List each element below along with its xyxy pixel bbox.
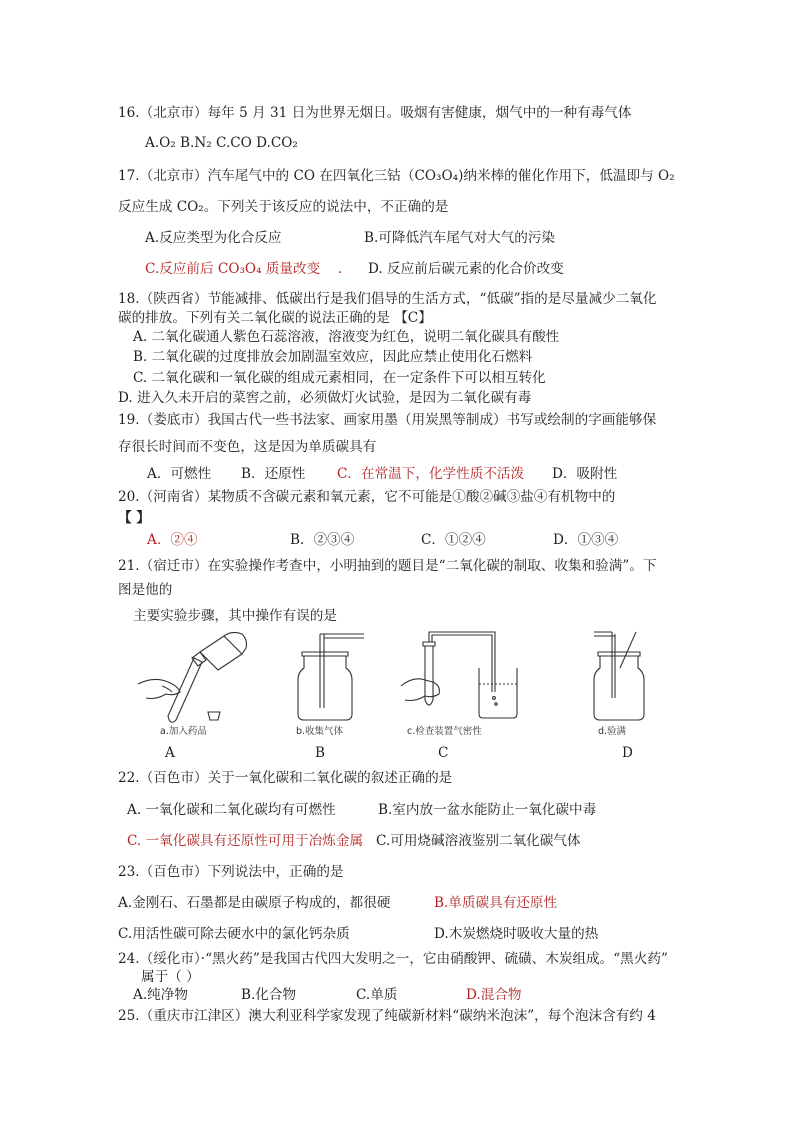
caption-c: c.检查装置气密性 xyxy=(407,726,482,737)
caption-b: b.收集气体 xyxy=(296,726,344,737)
figure-label-c: C xyxy=(438,745,449,761)
figure-label-b: B xyxy=(315,745,325,761)
q19-option-c: C．在常温下，化学性质不活泼 xyxy=(337,466,525,482)
figure-check-airtightness xyxy=(395,628,530,740)
q18-stem-line2: 碳的排放。下列有关二氧化碳的说法正确的是 【C】 xyxy=(118,310,432,326)
q23-option-a: A.金刚石、石墨都是由碳原子构成的，都很硬 xyxy=(118,895,391,911)
q20-option-a: A．②④ xyxy=(147,532,198,548)
q18-option-c: C. 二氧化碳和一氧化碳的组成元素相同，在一定条件下可以相互转化 xyxy=(133,370,546,386)
q18-option-a: A. 二氧化碳通人紫色石蕊溶液，溶液变为红色，说明二氧化碳具有酸性 xyxy=(133,329,560,345)
q21-stem-line1: 21.（宿迁市）在实验操作考查中，小明抽到的题目是“二氧化碳的制取、收集和验满”。下 xyxy=(118,558,657,574)
figure-label-d: D xyxy=(622,745,633,761)
q24-stem-line2: 属于（ ） xyxy=(141,969,200,985)
q19-stem-line2: 存很长时间而不变色，这是因为单质碳具有 xyxy=(118,439,377,455)
q22-option-c: C. 一氧化碳具有还原性可用于冶炼金属 xyxy=(127,833,364,849)
q17-option-b: B.可降低汽车尾气对大气的污染 xyxy=(364,230,556,246)
q19-stem-line1: 19.（娄底市）我国古代一些书法家、画家用墨（用炭黑等制成）书写或绘制的字画能够保 xyxy=(118,412,657,428)
q20-option-d: D．①③④ xyxy=(553,532,619,548)
q23-option-b: B.单质碳具有还原性 xyxy=(434,895,558,911)
q21-stem-line3: 主要实验步骤，其中操作有误的是 xyxy=(133,608,337,624)
q23-stem: 23.（百色市）下列说法中，正确的是 xyxy=(118,864,344,880)
q22-option-a: A. 一氧化碳和二氧化碳均有可燃性 xyxy=(127,802,336,818)
q20-stem: 20.（河南省）某物质不含碳元素和氧元素，它不可能是①酸②碱③盐④有机物中的 xyxy=(118,489,616,505)
q20-option-c: C．①②④ xyxy=(421,532,486,548)
q23-option-d: D.木炭燃烧时吸收大量的热 xyxy=(434,926,599,942)
figure-add-reagent xyxy=(132,628,262,740)
q17-dot: . xyxy=(338,261,343,277)
q17-option-d: D. 反应前后碳元素的化合价改变 xyxy=(368,261,564,277)
q19-option-d: D．吸附性 xyxy=(552,466,618,482)
q24-option-c: C.单质 xyxy=(356,987,398,1003)
figure-check-full xyxy=(582,628,662,740)
q17-stem-line1: 17.（北京市）汽车尾气中的 CO 在四氧化三钴（CO₃O₄)纳米棒的催化作用下，低温即与 O₂ xyxy=(118,168,675,184)
q17-option-c: C.反应前后 CO₃O₄ 质量改变 xyxy=(145,261,321,277)
q24-stem-line1: 24.（绥化市）·“黑火药”是我国古代四大发明之一，它由硝酸钾、硫磺、木炭组成。“黑火药” xyxy=(118,951,668,967)
caption-d: d.验满 xyxy=(598,726,627,737)
q20-option-b: B．②③④ xyxy=(290,532,355,548)
q21-stem-line2: 图是他的 xyxy=(118,582,173,598)
q17-stem-line2: 反应生成 CO₂。下列关于该反应的说法中，不正确的是 xyxy=(118,199,449,215)
figure-label-a: A xyxy=(165,745,175,761)
q18-option-b: B. 二氧化碳的过度排放会加剧温室效应，因此应禁止使用化石燃料 xyxy=(133,349,533,365)
q19-option-a: A．可燃性 xyxy=(147,466,212,482)
q22-option-d: C.可用烧碱溶液鉴别二氧化碳气体 xyxy=(376,833,581,849)
q24-option-b: B.化合物 xyxy=(241,987,297,1003)
q18-option-d: D. 进入久未开启的菜窖之前，必须做灯火试验，是因为二氧化碳有毒 xyxy=(118,390,532,406)
q24-option-d: D.混合物 xyxy=(466,987,522,1003)
q17-option-a: A.反应类型为化合反应 xyxy=(145,230,282,246)
q22-option-b: B.室内放一盆水能防止一氧化碳中毒 xyxy=(378,802,597,818)
q16-stem: 16.（北京市）每年 5 月 31 日为世界无烟日。吸烟有害健康，烟气中的一种有毒气体 xyxy=(118,105,632,121)
q25-stem: 25.（重庆市江津区）澳大利亚科学家发现了纯碳新材料“碳纳米泡沫”，每个泡沫含有约 4 xyxy=(118,1008,656,1024)
figure-collect-gas xyxy=(280,628,370,740)
q16-options: A.O₂ B.N₂ C.CO D.CO₂ xyxy=(145,135,298,151)
q18-stem-line1: 18.（陕西省）节能减排、低碳出行是我们倡导的生活方式，“低碳”指的是尽量减少二氧化 xyxy=(118,291,657,307)
q20-answer-bracket: 【 】 xyxy=(118,510,150,526)
q19-option-b: B．还原性 xyxy=(241,466,306,482)
q22-stem: 22.（百色市）关于一氧化碳和二氧化碳的叙述正确的是 xyxy=(118,770,453,786)
caption-a: a.加入药品 xyxy=(160,726,207,737)
q24-option-a: A.纯净物 xyxy=(133,987,188,1003)
q23-option-c: C.用活性碳可除去硬水中的氯化钙杂质 xyxy=(118,926,350,942)
